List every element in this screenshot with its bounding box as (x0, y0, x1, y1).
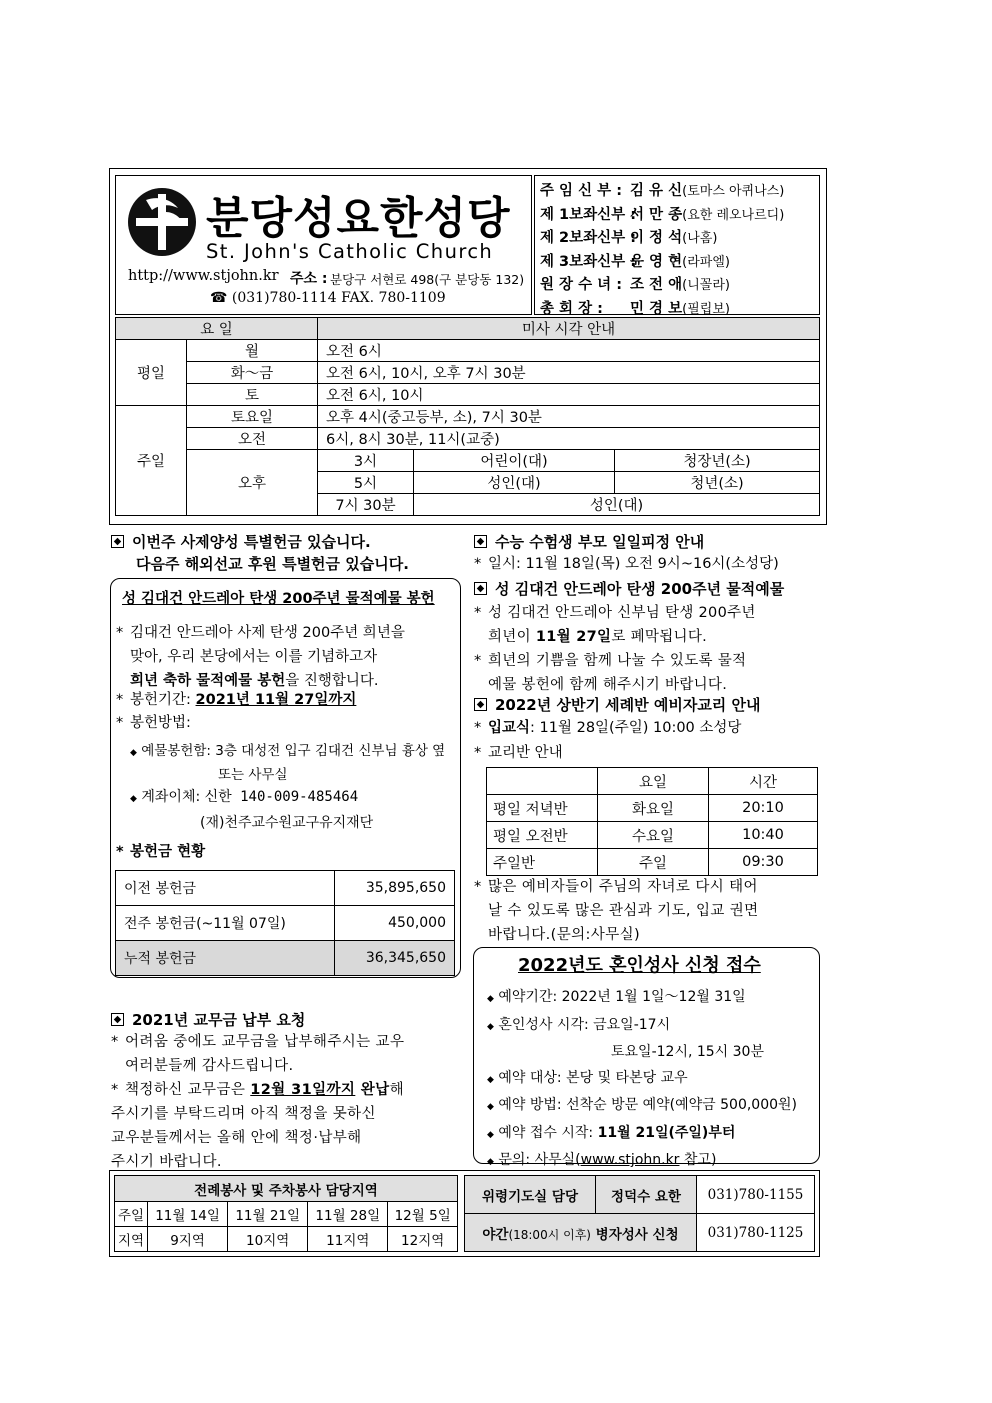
staff-row (540, 227, 784, 251)
class-name: 평일 오전반 (487, 822, 598, 849)
mass-head-info: 미사 시각 안내 (318, 318, 820, 340)
offering-row-value: 450,000 (335, 906, 455, 941)
mass-head-day: 요 일 (116, 318, 318, 340)
offering-row-value: 35,895,650 (335, 871, 455, 906)
staff-row (540, 251, 784, 275)
mass-group: 성인(대) (414, 494, 820, 516)
staff-baptismal-name: (니꼴라) (682, 278, 730, 293)
staff-role: 제 1보좌신부 : (540, 206, 637, 223)
offering-account: ◆ 계좌이체: 신한 140-009-485464 (재)천주교수원교구유지재단 (130, 789, 374, 831)
catechism-note: * 많은 예비자들이 주님의 자녀로 다시 태어 날 수 있도록 많은 관심과 기도, 입교 권면 바랍니다.(문의:사무실) (474, 879, 759, 943)
staff-baptismal-name: (나홈) (682, 231, 718, 246)
staff-name: 서 만 종 (630, 206, 683, 223)
staff-baptismal-name: (라파엘) (682, 254, 730, 270)
mass-time: 5시 (318, 472, 414, 494)
phone-fax: ☎ (031)780-1114 FAX. 780-1109 (210, 290, 446, 306)
duty-cell: 12월 5일 (388, 1202, 458, 1227)
church-logo-icon (126, 186, 198, 258)
offering-status-label: * 봉헌금 현황 (116, 844, 206, 860)
sunday-label: 주일 (116, 406, 187, 516)
staff-baptismal-name: (필립보) (682, 301, 730, 317)
staff-role: 주 임 신 부 : (540, 183, 623, 199)
class-time: 20:10 (709, 795, 818, 822)
staff-row (540, 274, 784, 298)
duty-table (114, 1175, 458, 1252)
mass-time: 오전 6시, 10시 (318, 384, 820, 406)
class-day: 수요일 (598, 822, 709, 849)
mass-time: 7시 30분 (318, 494, 414, 516)
contact-label: 위령기도실 담당 (465, 1176, 596, 1214)
contact-name: 정덕수 요한 (596, 1176, 697, 1214)
duty-cell: 11월 21일 (228, 1202, 308, 1227)
mass-group: 청년(소) (615, 472, 820, 494)
exam-line: * 일시: 11월 18일(목) 오전 9시~16시(소성당) (474, 556, 779, 572)
col-time: 시간 (709, 768, 818, 795)
mass-time: 오전 6시 (318, 340, 820, 362)
offering-method-box: ◆ 예물봉헌함: 3층 대성전 입구 김대건 신부님 흉상 옆 또는 사무실 (130, 743, 446, 783)
address-text: 분당구 서현로 498(구 분당동 132) (330, 272, 525, 287)
address-label: 주소 : (290, 271, 328, 287)
mass-day: 토요일 (187, 406, 318, 428)
class-name: 평일 저녁반 (487, 795, 598, 822)
class-name: 주일반 (487, 849, 598, 876)
checkbox-bullet-icon (474, 535, 487, 548)
duty-cell: 9지역 (148, 1227, 228, 1252)
staff-row (540, 204, 784, 228)
class-day: 주일 (598, 849, 709, 876)
special-offering-notice-2: 다음주 해외선교 후원 특별헌금 있습니다. (136, 555, 409, 573)
mass-day: 오후 (187, 450, 318, 516)
checkbox-bullet-icon (474, 582, 487, 595)
mass-time: 6시, 8시 30분, 11시(교중) (318, 428, 820, 450)
mass-schedule-table (115, 317, 820, 516)
staff-name: 조 전 애 (630, 277, 683, 293)
staff-name: 이 정 석 (630, 230, 683, 246)
staff-role: 제 2보좌신부 : (540, 230, 637, 246)
weekday-label: 평일 (116, 340, 187, 406)
class-time: 09:30 (709, 849, 818, 876)
contact-phone: 031)780-1155 (697, 1176, 815, 1214)
mass-group: 어린이(대) (414, 450, 615, 472)
duty-cell: 11월 14일 (148, 1202, 228, 1227)
dues-title: 2021년 교무금 납부 요청 (111, 1009, 305, 1030)
mass-time: 오후 4시(중고등부, 소), 7시 30분 (318, 406, 820, 428)
checkbox-bullet-icon (474, 698, 487, 711)
checkbox-bullet-icon (111, 1013, 124, 1026)
exam-title: 수능 수험생 부모 일일피정 안내 (474, 531, 704, 552)
staff-list (540, 180, 784, 321)
checkbox-bullet-icon (111, 535, 124, 548)
website-link[interactable]: http://www.stjohn.kr (128, 268, 279, 284)
staff-row (540, 180, 784, 204)
mass-time: 3시 (318, 450, 414, 472)
offering-method-label: * 봉헌방법: (116, 715, 191, 731)
staff-name: 민 경 보 (630, 300, 683, 317)
church-name-ko: 분당성요한성당 (206, 193, 511, 244)
staff-baptismal-name: (토마스 아퀴나스) (682, 184, 785, 199)
class-time: 10:40 (709, 822, 818, 849)
contact-phone: 031)780-1125 (697, 1214, 815, 1252)
staff-name: 윤 영 현 (630, 253, 683, 270)
duty-cell: 11월 28일 (308, 1202, 388, 1227)
catechism-title: 2022년 상반기 세례반 예비자교리 안내 (474, 694, 761, 715)
duty-cell: 지역 (115, 1227, 148, 1252)
class-day: 화요일 (598, 795, 709, 822)
church-name-en: St. John's Catholic Church (206, 240, 494, 263)
staff-role: 제 3보좌신부 : (540, 253, 637, 270)
mass-day: 화～금 (187, 362, 318, 384)
duty-cell: 10지역 (228, 1227, 308, 1252)
staff-role: 총 회 장 : (540, 300, 603, 317)
offering-title: 성 김대건 안드레아 탄생 200주년 물적예물 봉헌 (122, 591, 435, 607)
wedding-list: ◆ 예약기간: 2022년 1월 1일～12월 31일 ◆ 혼인성사 시각: 금요일-17시 토요일-12시, 15시 30분 ◆ 예약 대상: 본당 및 타본당 교우 ◆ 예약 방법: 선착순 방문 예약(예약금 500,000원) ◆ 예약 접수 시작: 11월 21일(주일)부터 ◆ 문의: 사무실(www.stjohn.kr 참고) (487, 989, 798, 1168)
offering-total-value: 36,345,650 (335, 941, 455, 976)
staff-baptismal-name: (요한 레오나르디) (682, 207, 785, 223)
andrea-title: 성 김대건 안드레아 탄생 200주년 물적예물 (474, 578, 784, 599)
catechism-table (486, 767, 818, 876)
mass-day: 토 (187, 384, 318, 406)
offering-total-label: 누적 봉헌금 (116, 941, 335, 976)
mass-day: 월 (187, 340, 318, 362)
offering-row-label: 이전 봉헌금 (116, 871, 335, 906)
offering-row-label: 전주 봉헌금(~11월 07일) (116, 906, 335, 941)
catechism-entry: * 입교식: 11월 28일(주일) 10:00 소성당 (474, 720, 742, 736)
col-day: 요일 (598, 768, 709, 795)
staff-role: 원 장 수 녀 : (540, 277, 623, 293)
offering-paragraph: * 김대건 안드레아 사제 탄생 200주년 희년을 맞아, 우리 본당에서는 이를 기념하고자 희년 축하 물적예물 봉헌을 진행합니다. (116, 625, 405, 689)
duty-cell: 11지역 (308, 1227, 388, 1252)
dues-paragraph: * 어려움 중에도 교무금을 납부해주시는 교우 여러분들께 감사드립니다. * 책정하신 교무금은 12월 31일까지 완납해 주시기를 부탁드리며 아직 책정을 못하신 교우분들께서는 올해 안에 책정·납부해 주시기 바랍니다. (111, 1034, 405, 1170)
duty-title: 전례봉사 및 주차봉사 담당지역 (115, 1176, 458, 1202)
mass-group: 성인(대) (414, 472, 615, 494)
staff-name: 김 유 신 (630, 183, 683, 199)
special-offering-notice: 이번주 사제양성 특별헌금 있습니다. (111, 531, 371, 552)
wedding-website-link[interactable]: www.stjohn.kr (580, 1152, 680, 1168)
contact-label-2: 야간(18:00시 이후) 병자성사 신청 (465, 1214, 697, 1252)
mass-time: 오전 6시, 10시, 오후 7시 30분 (318, 362, 820, 384)
offering-status-table (115, 870, 455, 976)
contact-table (464, 1175, 815, 1252)
offering-period: * 봉헌기간: 2021년 11월 27일까지 (116, 692, 357, 708)
catechism-class-label: * 교리반 안내 (474, 745, 563, 761)
duty-cell: 주일 (115, 1202, 148, 1227)
mass-group: 청장년(소) (615, 450, 820, 472)
mass-day: 오전 (187, 428, 318, 450)
wedding-title: 2022년도 혼인성사 신청 접수 (518, 955, 761, 976)
andrea-paragraph: * 성 김대건 안드레아 신부님 탄생 200주년 희년이 11월 27일로 폐막됩니다. * 희년의 기쁨을 함께 나눌 수 있도록 물적 예물 봉헌에 함께 해주시기 바랍니다. (474, 605, 756, 693)
duty-cell: 12지역 (388, 1227, 458, 1252)
